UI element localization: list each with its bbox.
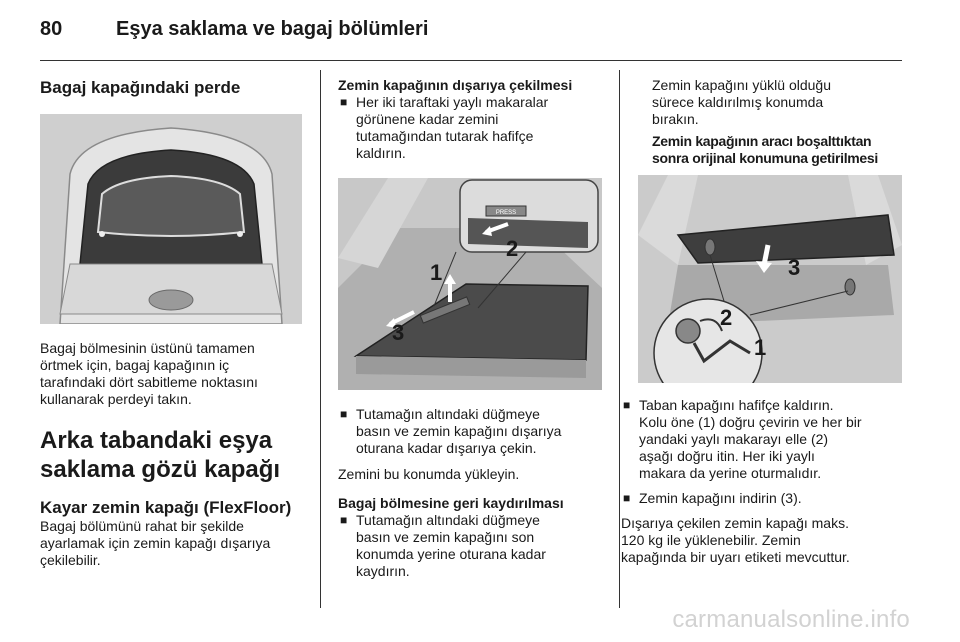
pull-out-illustration [338, 178, 602, 390]
callout-2: 2 [506, 236, 519, 261]
text-line: yandaki yaylı makarayı elle (2) [639, 431, 829, 447]
callout-1: 1 [430, 260, 443, 285]
heading-line: sonra orijinal konumuna getirilmesi [652, 150, 878, 166]
bullet-lift-floor [338, 94, 604, 162]
header-title: Eşya saklama ve bagaj bölümleri [116, 18, 429, 40]
figure-trunk-cover [40, 114, 302, 324]
figure-pull-out-floor [338, 178, 602, 390]
major-heading-storage [40, 426, 304, 484]
text-line: örtmek için, bagaj kapağının iç [40, 357, 230, 373]
text-line: Zemin kapağını yüklü olduğu [652, 77, 831, 93]
load-limit-text [621, 515, 903, 566]
column-divider-1 [320, 70, 321, 608]
keep-raised-text [621, 77, 903, 128]
column-2 [338, 72, 604, 580]
section-heading-cover: Bagaj kapağındaki perde [40, 78, 241, 97]
text-line: kapağında bir uyarı etiketi mevcuttur. [621, 549, 850, 565]
heading-line: saklama gözü kapağı [40, 456, 281, 483]
restore-illustration [638, 175, 902, 383]
text-line: tarafındaki dört sabitleme noktasını [40, 374, 258, 390]
text-line: makara da yerine oturmalıdır. [639, 465, 822, 481]
load-floor-text: Zemini bu konumda yükleyin. [338, 466, 520, 482]
text-line: Tutamağın altındaki düğmeye [356, 512, 540, 528]
text-line: çekilebilir. [40, 552, 101, 568]
text-line: Tutamağın altındaki düğmeye [356, 406, 540, 422]
text-line: tutamağından tutarak hafifçe [356, 128, 534, 144]
bullet-square-icon: ■ [623, 491, 631, 505]
text-line: Kolu öne (1) doğru çevirin ve her bir [639, 414, 862, 430]
page-number: 80 [40, 18, 63, 40]
figure-restore-floor [638, 175, 902, 383]
text-line: 120 kg ile yüklenebilir. Zemin [621, 532, 801, 548]
bullet-lift-rotate [621, 397, 903, 482]
text-line: kaldırın. [356, 145, 406, 161]
text-line: bırakın. [652, 111, 699, 127]
text-line: Bagaj bölümünü rahat bir şekilde [40, 518, 244, 534]
text-line: sürece kaldırılmış konumda [652, 94, 824, 110]
sub-heading-flexfloor: Kayar zemin kapağı (FlexFloor) [40, 498, 292, 517]
text-line: kaydırın. [356, 563, 410, 579]
bullet-square-icon: ■ [340, 407, 348, 421]
bullet-slide-back [338, 512, 604, 580]
heading-slide-back: Bagaj bölmesine geri kaydırılması [338, 495, 564, 511]
callout-3: 3 [392, 320, 405, 345]
header-rule [40, 60, 902, 61]
text-line: konumda yerine oturana kadar [356, 546, 546, 562]
text-line: ayarlamak için zemin kapağı dışarıya [40, 535, 271, 551]
watermark: carmanualsonline.info [672, 606, 910, 633]
bullet-lower-floor [621, 490, 903, 507]
callout-3: 3 [788, 255, 801, 280]
text-line: basın ve zemin kapağını son [356, 529, 535, 545]
callout-1: 1 [754, 335, 767, 360]
text-line: aşağı doğru itin. Her iki yaylı [639, 448, 815, 464]
text-line: Bagaj bölmesinin üstünü tamamen [40, 340, 255, 356]
cover-instructions [40, 340, 304, 408]
text-line: Zemin kapağını indirin (3). [639, 490, 802, 506]
column-1 [40, 72, 304, 569]
flexfloor-intro [40, 518, 304, 569]
heading-restore-position [621, 133, 903, 167]
text-line: oturana kadar dışarıya çekin. [356, 440, 537, 456]
bullet-press-button [338, 406, 604, 457]
heading-pull-out: Zemin kapağının dışarıya çekilmesi [338, 77, 573, 93]
bullet-square-icon: ■ [623, 398, 631, 412]
trunk-cover-illustration [40, 114, 302, 324]
text-line: görünene kadar zemini [356, 111, 499, 127]
bullet-square-icon: ■ [340, 95, 348, 109]
page-header [40, 14, 900, 58]
text-line: basın ve zemin kapağını dışarıya [356, 423, 562, 439]
column-3 [621, 72, 903, 566]
column-divider-2 [619, 70, 620, 608]
callout-2: 2 [720, 305, 733, 330]
heading-line: Zemin kapağının aracı boşalttıktan [652, 133, 872, 149]
text-line: Taban kapağını hafifçe kaldırın. [639, 397, 834, 413]
text-line: Dışarıya çekilen zemin kapağı maks. [621, 515, 849, 531]
text-line: Her iki taraftaki yaylı makaralar [356, 94, 549, 110]
heading-line: Arka tabandaki eşya [40, 427, 273, 454]
press-label: PRESS [495, 210, 517, 216]
bullet-square-icon: ■ [340, 513, 348, 527]
text-line: kullanarak perdeyi takın. [40, 391, 192, 407]
